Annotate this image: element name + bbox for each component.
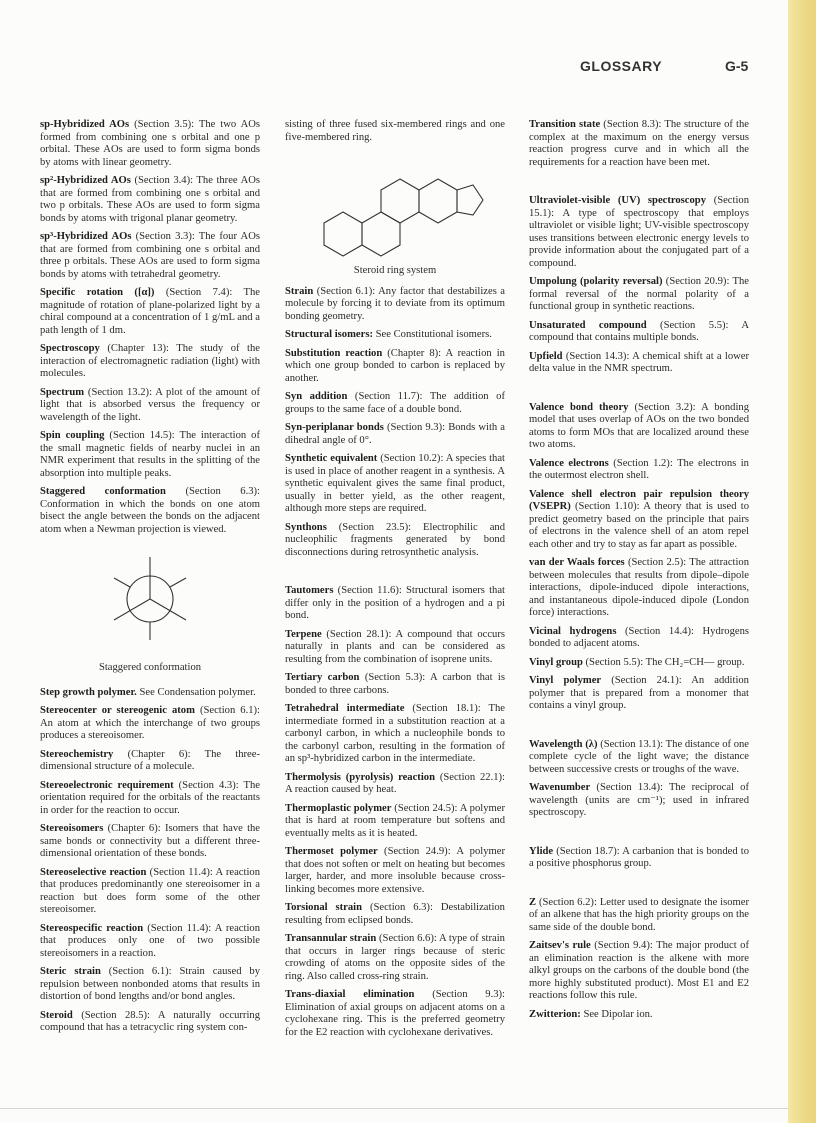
glossary-entry — [40, 823, 260, 861]
definition-text: The two AOs formed from combining one s orbital and one p orbital. These AOs are used to form sigma bonds by atoms with linear geometry. — [40, 119, 260, 168]
definition-text: Structural isomers that differ only in the position of a hydrogen and a pi bond. — [285, 585, 506, 621]
glossary-term: Specific rotation ([α]) — [40, 287, 155, 298]
glossary-entry — [529, 119, 749, 169]
glossary-entry — [529, 1009, 749, 1022]
section-reference: (Section 24.5): — [394, 802, 458, 814]
glossary-entry — [285, 348, 505, 386]
glossary-term: Valence bond theory — [529, 401, 629, 413]
section-reference: (Section 11.4): — [147, 922, 212, 934]
section-reference: (Section 14.5): — [109, 430, 175, 441]
section-reference: See — [583, 1008, 599, 1020]
section-reference: (Section 28.5): — [81, 1009, 150, 1021]
section-reference: (Section 24.9): — [384, 846, 451, 857]
entries-group — [285, 286, 505, 560]
entries-group — [529, 897, 749, 1022]
definition-text: A type of spectroscopy that employs ultraviolet or visible light; UV-visible spectroscopy uses transitions between electronic energy levels to provide information about the conjugated part of a compound. — [529, 207, 749, 269]
glossary-term: Z — [529, 896, 537, 908]
glossary-term: Wavelength (λ) — [529, 738, 598, 750]
section-reference: (Section 11.7): — [354, 391, 423, 402]
definition-text: The addition of groups to the same face of a double bond. — [285, 391, 505, 415]
section-reference: (Section 6.1): — [316, 285, 376, 297]
definition-text: Isomers that have the same bonds or connectivity but a different three-dimensional orientation of these bonds. — [40, 823, 261, 859]
section-reference: (Section 13.1): — [600, 738, 664, 750]
section-reference: (Section 6.2): — [538, 896, 597, 908]
glossary-term: sp²-Hybridized AOs — [40, 175, 131, 186]
section-reference: (Section 13.4): — [596, 782, 663, 793]
glossary-term: Staggered conformation — [40, 486, 166, 497]
glossary-entry — [285, 329, 505, 342]
section-reference: See — [375, 329, 391, 340]
glossary-entry — [285, 286, 505, 324]
entries-group — [529, 119, 749, 169]
glossary-entry — [529, 402, 749, 452]
glossary-entry — [285, 989, 505, 1039]
section-reference: (Section 28.1): — [326, 628, 392, 640]
section-reference: (Section 3.4): — [134, 175, 194, 186]
definition-text: The three-dimensional structure of a molecule. — [40, 748, 260, 772]
glossary-term: Wavenumber — [529, 782, 591, 793]
definition-text: The interaction of the small magnetic fields of nearby nuclei in an NMR experiment that results in the splitting of the absorption into multiple peaks. — [40, 430, 261, 479]
definition-text: Hydrogens bonded to adjacent atoms. — [529, 625, 749, 649]
glossary-term: Thermoset polymer — [285, 846, 378, 857]
glossary-entry — [529, 675, 749, 713]
section-reference: (Section 9.4): — [594, 940, 653, 951]
glossary-term: Syn-periplanar bonds — [285, 422, 384, 433]
section-reference: (Section 10.2): — [380, 453, 444, 464]
glossary-entry — [40, 231, 260, 281]
glossary-entry — [285, 933, 505, 983]
entry-continuation: sisting of three fused six-membered rings and one five-membered ring. — [285, 119, 505, 143]
glossary-entry — [529, 657, 749, 670]
glossary-term: Stereoisomers — [40, 823, 104, 834]
definition-text: The magnitude of rotation of plane-polarized light by a chiral compound at a concentration of 1 g/mL and a path length of 1 dm. — [40, 287, 260, 336]
bottom-rule — [0, 1108, 788, 1109]
section-reference: (Section 23.5): — [338, 521, 412, 533]
glossary-term: Strain — [285, 285, 314, 297]
glossary-term: Tautomers — [285, 585, 334, 596]
section-reference: (Section 5.5): — [660, 319, 729, 331]
glossary-entry — [40, 119, 260, 169]
glossary-term: Vinyl polymer — [529, 675, 602, 686]
section-reference: (Section 3.3): — [135, 231, 195, 242]
definition-text: A naturally occurring compound that has a tetracyclic ring system con- — [40, 1009, 260, 1033]
glossary-entry — [529, 489, 749, 552]
page-number: G-5 — [725, 58, 749, 74]
section-reference: (Section 14.3): — [565, 350, 630, 362]
section-reference: (Section 3.2): — [634, 401, 696, 413]
glossary-term: Stereochemistry — [40, 748, 114, 760]
glossary-entry — [285, 703, 505, 766]
section-reference: (Section 1.10): — [575, 501, 640, 512]
entries-group — [529, 739, 749, 820]
section-reference: (Section 2.5): — [627, 557, 687, 568]
glossary-term: Steric strain — [40, 966, 101, 977]
glossary-entry — [529, 626, 749, 651]
definition-text: An addition polymer that is prepared from a monomer that contains a vinyl group. — [529, 675, 749, 711]
glossary-term: Tertiary carbon — [285, 672, 360, 683]
glossary-term: Synthetic equivalent — [285, 453, 378, 464]
section-reference: (Section 11.6): — [337, 585, 402, 596]
glossary-term: Transition state — [529, 119, 601, 130]
definition-text: A chemical shift at a lower delta value in the NMR spectrum. — [529, 350, 749, 374]
section-reference: See — [139, 686, 155, 698]
section-reference: (Section 6.3): — [369, 902, 433, 913]
glossary-entry — [285, 629, 505, 667]
section-reference: (Section 11.4): — [149, 866, 213, 878]
definition-text: Any factor that destabilizes a molecule by forcing it to deviate from its optimum bonding geometry. — [285, 285, 505, 322]
definition-text: The distance of one complete cycle of the light wave; the distance between successive crests or troughs of the wave. — [529, 738, 749, 775]
glossary-entry — [285, 585, 505, 623]
definition-text: A polymer that is hard at room temperature but softens and eventually melts as it is heated. — [285, 802, 505, 839]
definition-text: A polymer that does not soften or melt on heating but becomes larger, harder, and more insoluble because cross-linking becomes more extensive. — [285, 846, 505, 895]
section-reference: (Section 7.4): — [165, 287, 233, 298]
glossary-term: Step growth polymer. — [40, 686, 137, 698]
section-reference: (Section 1.2): — [613, 457, 673, 469]
glossary-entry — [529, 195, 749, 270]
definition-text: Elimination of axial groups on adjacent atoms on a cyclohexane ring. This is the preferred geometry for the E2 reaction with cyclohexane derivatives. — [285, 1001, 505, 1038]
section-reference: (Section 6.3): — [185, 486, 261, 497]
definition-text: The structure of the complex at the maximum on the energy versus reaction progress curve and in which all the requirements for a reaction have been met. — [529, 119, 749, 168]
definition-text: Constitutional isomers. — [393, 329, 492, 340]
definition-text: A compound that contains multiple bonds. — [529, 319, 749, 343]
section-reference: (Section 5.5): — [585, 656, 644, 668]
glossary-term: Stereospecific reaction — [40, 922, 144, 934]
definition-text: A reaction that produces predominantly one stereoisomer in a reaction but does form some of the other stereoisomer. — [40, 866, 260, 915]
section-reference: (Section 14.4): — [625, 625, 694, 637]
definition-text: A reaction that produces only one of two possible stereoisomers in a reaction. — [40, 922, 260, 959]
definition-text: Destabilization resulting from eclipsed bonds. — [285, 902, 505, 926]
glossary-entry — [529, 320, 749, 345]
definition-text: A bonding model that uses overlap of AOs on the two bonded atoms to form MOs that are localized around these two atoms. — [529, 401, 749, 450]
glossary-entry — [529, 557, 749, 620]
definition-text: The reciprocal of wavelength (units are cm⁻¹); used in infrared spectroscopy. — [529, 782, 749, 818]
section-reference: (Section 4.3): — [178, 779, 239, 791]
definition-text: Condensation polymer. — [157, 686, 256, 698]
section-reference: (Section 6.6): — [379, 933, 437, 944]
section-reference: (Section 5.3): — [364, 672, 426, 683]
glossary-term: Valence shell electron pair repulsion theory (VSEPR) — [529, 488, 749, 512]
glossary-term: Spectrum — [40, 386, 85, 398]
section-reference: (Section 9.3): — [432, 989, 505, 1000]
glossary-term: Structural isomers: — [285, 329, 373, 340]
glossary-entry — [40, 287, 260, 337]
column-2 — [285, 119, 505, 1045]
steroid-ring-system — [285, 150, 505, 265]
glossary-entry — [285, 422, 505, 447]
definition-text: The attraction between molecules that results from dipole–dipole interactions, dipole-induced dipole interactions, and instantaneous dipole-induced dipole (London force) interactions. — [529, 557, 750, 618]
glossary-entry — [529, 276, 749, 314]
glossary-term: Thermolysis (pyrolysis) reaction — [285, 771, 435, 783]
definition-text: Dipolar ion. — [601, 1008, 653, 1020]
section-reference: (Section 3.5): — [134, 119, 195, 130]
glossary-entry — [529, 897, 749, 935]
column-3 — [529, 119, 749, 1027]
staggered-figure — [40, 542, 260, 675]
glossary-entry — [285, 846, 505, 896]
glossary-term: Unsaturated compound — [529, 319, 647, 331]
definition-text: The major product of an elimination reaction is the alkene with more alkyl groups on the carbons of the double bond (the more highly substituted product). Most E1 and E2 reactions follow this rule. — [529, 940, 749, 1001]
glossary-entry — [285, 803, 505, 841]
section-reference: (Section 6.1): — [108, 966, 172, 977]
glossary-entry — [285, 453, 505, 516]
section-reference: (Section 20.9): — [665, 276, 730, 287]
section-reference: (Section 6.1): — [199, 705, 260, 716]
glossary-term: sp-Hybridized AOs — [40, 119, 130, 130]
page-edge — [788, 0, 816, 1123]
section-reference: (Chapter 6): — [127, 748, 191, 760]
glossary-term: Steroid — [40, 1009, 73, 1021]
definition-text: A type of strain that occurs in larger rings because of steric crowding of atoms on the opposite sides of the ring. Also called cross-ring strain. — [285, 933, 505, 982]
section-reference: (Section 15.1): — [529, 195, 749, 219]
glossary-term: Tetrahedral intermediate — [285, 703, 405, 714]
glossary-term: Synthons — [285, 521, 327, 533]
definition-text: The CH₂=CH— group. — [645, 656, 745, 668]
entries-group — [285, 585, 505, 1039]
definition-text: A theory that is used to predict geometry based on the principle that pairs of electrons in the valence shell of an atom repel each other and try to stay as far apart as possible. — [529, 501, 749, 550]
figure-caption: Steroid ring system — [353, 265, 437, 276]
glossary-term: Spin coupling — [40, 430, 105, 441]
definition-text: The study of the interaction of electromagnetic radiation (light) with molecules. — [40, 343, 260, 379]
definition-text: A species that is used in place of another reagent in a synthesis. A synthetic equivalent gives the same final product, usually in better yield, as the other reagent, although more steps are required. — [285, 453, 505, 514]
entries-group — [40, 119, 260, 536]
glossary-entry — [40, 966, 260, 1004]
glossary-term: sp³-Hybridized AOs — [40, 231, 132, 242]
glossary-entry — [40, 430, 260, 480]
glossary-term: Stereoelectronic requirement — [40, 779, 174, 791]
glossary-term: Torsional strain — [285, 902, 363, 913]
section-reference: (Chapter 6): — [107, 823, 161, 834]
glossary-term: Umpolung (polarity reversal) — [529, 276, 663, 287]
glossary-entry — [40, 687, 260, 700]
glossary-term: Ultraviolet-visible (UV) spectroscopy — [529, 195, 706, 206]
section-reference: (Section 18.1): — [412, 703, 481, 714]
glossary-term: Substitution reaction — [285, 347, 383, 359]
glossary-entry — [529, 782, 749, 820]
glossary-term: Upfield — [529, 350, 563, 362]
figure-caption: Staggered conformation — [98, 662, 202, 673]
section-reference: (Section 18.7): — [556, 845, 620, 857]
column-1 — [40, 119, 260, 1041]
definition-text: The three AOs that are formed from combining one s orbital and two p orbitals. These AOs are used to form sigma bonds by atoms with trigonal planar geometry. — [40, 175, 261, 224]
definition-text: A carbanion that is bonded to a positive phosphorus group. — [529, 845, 749, 869]
glossary-term: Stereoselective reaction — [40, 866, 147, 878]
section-reference: (Chapter 8): — [387, 347, 442, 359]
definition-text: Strain caused by repulsion between nonbonded atoms that results in distortion of bond lengths and/or bond angles. — [40, 966, 261, 1002]
glossary-term: Valence electrons — [529, 457, 609, 469]
glossary-entry — [285, 772, 505, 797]
glossary-term: Vinyl group — [529, 656, 583, 668]
definition-text: The electrons in the outermost electron shell. — [529, 457, 749, 481]
glossary-entry — [40, 343, 260, 381]
definition-text: A carbon that is bonded to three carbons. — [285, 672, 505, 696]
glossary-term: Syn addition — [285, 391, 348, 402]
glossary-term: Vicinal hydrogens — [529, 625, 617, 637]
definition-text: Conformation in which the bonds on one atom bisect the angle between the bonds on the adjacent atom when a Newman projection is viewed. — [40, 498, 260, 535]
glossary-entry — [40, 780, 260, 818]
glossary-entry — [285, 672, 505, 697]
definition-text: An atom at which the interchange of two groups produces a stereoisomer. — [40, 717, 260, 741]
glossary-term: Transannular strain — [285, 933, 377, 944]
definition-text: Bonds with a dihedral angle of 0°. — [285, 422, 505, 446]
glossary-entry — [285, 902, 505, 927]
definition-text: Letter used to designate the isomer of an alkene that has the high priority groups on the same side of the double bond. — [529, 896, 750, 933]
entries-group — [529, 846, 749, 871]
entries-group — [40, 687, 260, 1035]
glossary-term: Terpene — [285, 628, 322, 640]
glossary-entry — [529, 739, 749, 777]
section-title: GLOSSARY — [580, 58, 663, 74]
glossary-entry — [40, 486, 260, 536]
glossary-term: Zaitsev's rule — [529, 940, 591, 951]
entries-group — [529, 195, 749, 376]
section-reference: (Chapter 13): — [107, 343, 169, 354]
glossary-term: Zwitterion: — [529, 1008, 581, 1020]
definition-text: The four AOs that are formed from combining one s orbital and three p orbitals. These AOs are used to form sigma bonds by atoms with tetrahedral geometry. — [40, 231, 260, 280]
glossary-entry — [40, 867, 260, 917]
glossary-entry — [40, 705, 260, 743]
glossary-term: Spectroscopy — [40, 343, 100, 354]
glossary-term: Ylide — [529, 845, 554, 857]
glossary-entry — [529, 458, 749, 483]
glossary-term: Trans-diaxial elimination — [285, 989, 415, 1000]
glossary-term: Thermoplastic polymer — [285, 802, 392, 814]
section-reference: (Section 8.3): — [603, 119, 662, 130]
definition-text: The formal reversal of the normal polarity of a functional group in synthetic reactions. — [529, 276, 749, 312]
definition-text: A reaction caused by heat. — [285, 784, 397, 795]
glossary-entry — [40, 1010, 260, 1035]
page-header — [0, 58, 788, 78]
definition-text: A reaction in which one group bonded to carbon is replaced by another. — [285, 347, 505, 384]
glossary-entry — [40, 749, 260, 774]
glossary-entry — [529, 846, 749, 871]
steroid-figure — [285, 150, 505, 278]
definition-text: A plot of the amount of light that is absorbed versus the frequency or wavelength of the light. — [40, 386, 260, 423]
glossary-entry — [529, 940, 749, 1003]
glossary-term: Stereocenter or stereogenic atom — [40, 705, 195, 716]
glossary-entry — [285, 391, 505, 416]
section-reference: (Section 13.2): — [87, 386, 153, 398]
section-reference: (Section 24.1): — [611, 675, 682, 686]
glossary-entry — [40, 387, 260, 425]
entries-group — [529, 402, 749, 713]
glossary-entry — [529, 351, 749, 376]
section-reference: (Section 22.1): — [439, 771, 505, 783]
glossary-entry — [285, 522, 505, 560]
definition-text: The intermediate formed in a substitution reaction at a carbonyl carbon, in which a nucleophile bonds to the carbonyl carbon, resulting in the formation of an sp³-hybridized carbon in the intermediate. — [285, 703, 505, 764]
newman-projection — [40, 542, 260, 662]
glossary-term: van der Waals forces — [529, 557, 625, 568]
definition-text: A compound that occurs naturally in plants and can be considered as resulting from the combination of isoprene units. — [285, 628, 505, 665]
glossary-entry — [40, 175, 260, 225]
definition-text: The orientation required for the orbitals of the reactants in order for the reaction to occur. — [40, 779, 260, 816]
glossary-entry — [40, 923, 260, 961]
definition-text: Electrophilic and nucleophilic fragments generated by bond disconnections during retrosynthetic analysis. — [285, 521, 505, 558]
section-reference: (Section 9.3): — [386, 422, 446, 433]
